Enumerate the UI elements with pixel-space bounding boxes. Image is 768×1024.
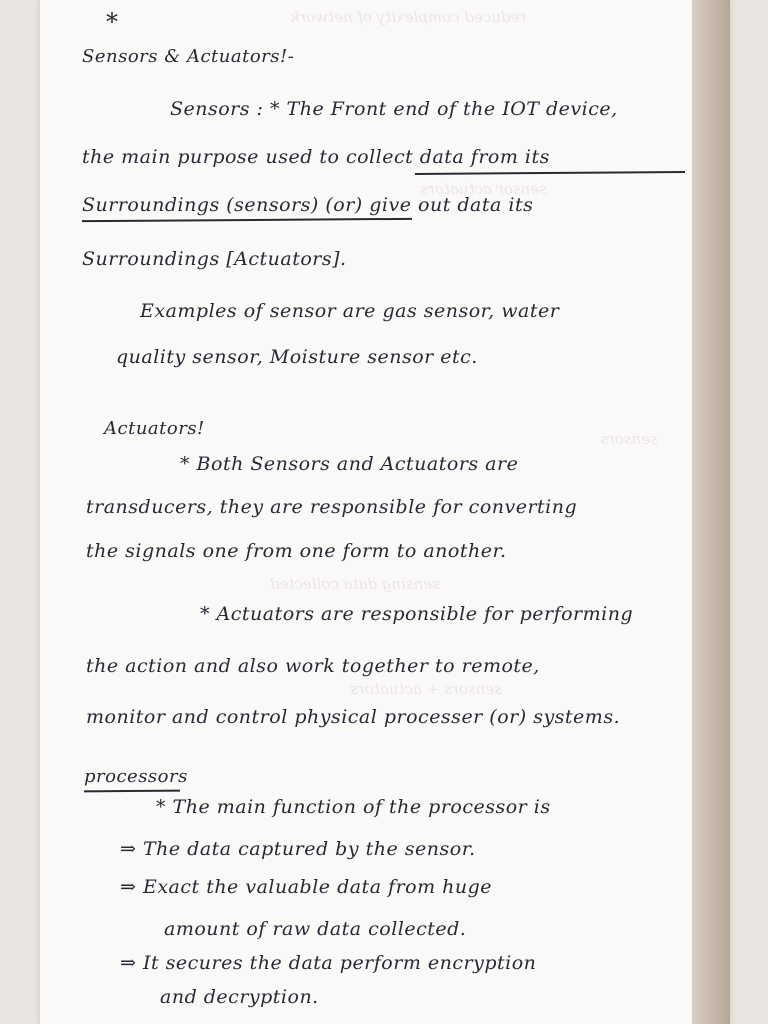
actuators-heading: Actuators! (104, 418, 205, 439)
underline (82, 218, 412, 222)
underline (415, 171, 685, 174)
sensors-line-2: the main purpose used to collect data from its (82, 146, 550, 168)
processors-line-3: ⇒ Exact the valuable data from huge (120, 876, 493, 898)
actuators-line-2: transducers, they are responsible for converting (86, 496, 578, 518)
underline (84, 790, 180, 792)
actuators-line-1: * Both Sensors and Actuators are (180, 453, 519, 475)
bleed-through-text: sensors (600, 430, 658, 448)
processors-line-6: and decryption. (160, 986, 319, 1008)
actuators-line-3: the signals one from one form to another. (86, 540, 507, 562)
bleed-through-text: sensing data collected (270, 575, 440, 593)
processors-line-1: * The main function of the processor is (156, 796, 551, 818)
processors-heading: processors (84, 766, 188, 787)
bleed-through-text: sensors + actuators (350, 680, 502, 698)
processors-line-2: ⇒ The data captured by the sensor. (120, 838, 476, 860)
processors-line-4: amount of raw data collected. (164, 918, 467, 940)
sensors-line-4: Surroundings [Actuators]. (82, 248, 347, 270)
sensors-line-1: Sensors : * The Front end of the IOT device, (170, 98, 618, 120)
actuators2-line-2: the action and also work together to remote, (86, 655, 540, 677)
notebook-page (40, 0, 730, 1024)
title: Sensors & Actuators!- (82, 46, 295, 67)
bleed-through-text: sensor actuators (420, 180, 547, 198)
actuators2-line-3: monitor and control physical processer (or) systems. (86, 706, 621, 728)
examples-line-2: quality sensor, Moisture sensor etc. (116, 346, 478, 368)
page-edge (692, 0, 730, 1024)
sensors-line-3: Surroundings (sensors) (or) give out data its (82, 194, 534, 216)
bleed-through-text: reduced complexity of network (290, 8, 527, 26)
processors-line-5: ⇒ It secures the data perform encryption (120, 952, 537, 974)
examples-line-1: Examples of sensor are gas sensor, water (140, 300, 560, 322)
actuators2-line-1: * Actuators are responsible for performing (200, 603, 634, 625)
star-mark: * (106, 8, 119, 36)
